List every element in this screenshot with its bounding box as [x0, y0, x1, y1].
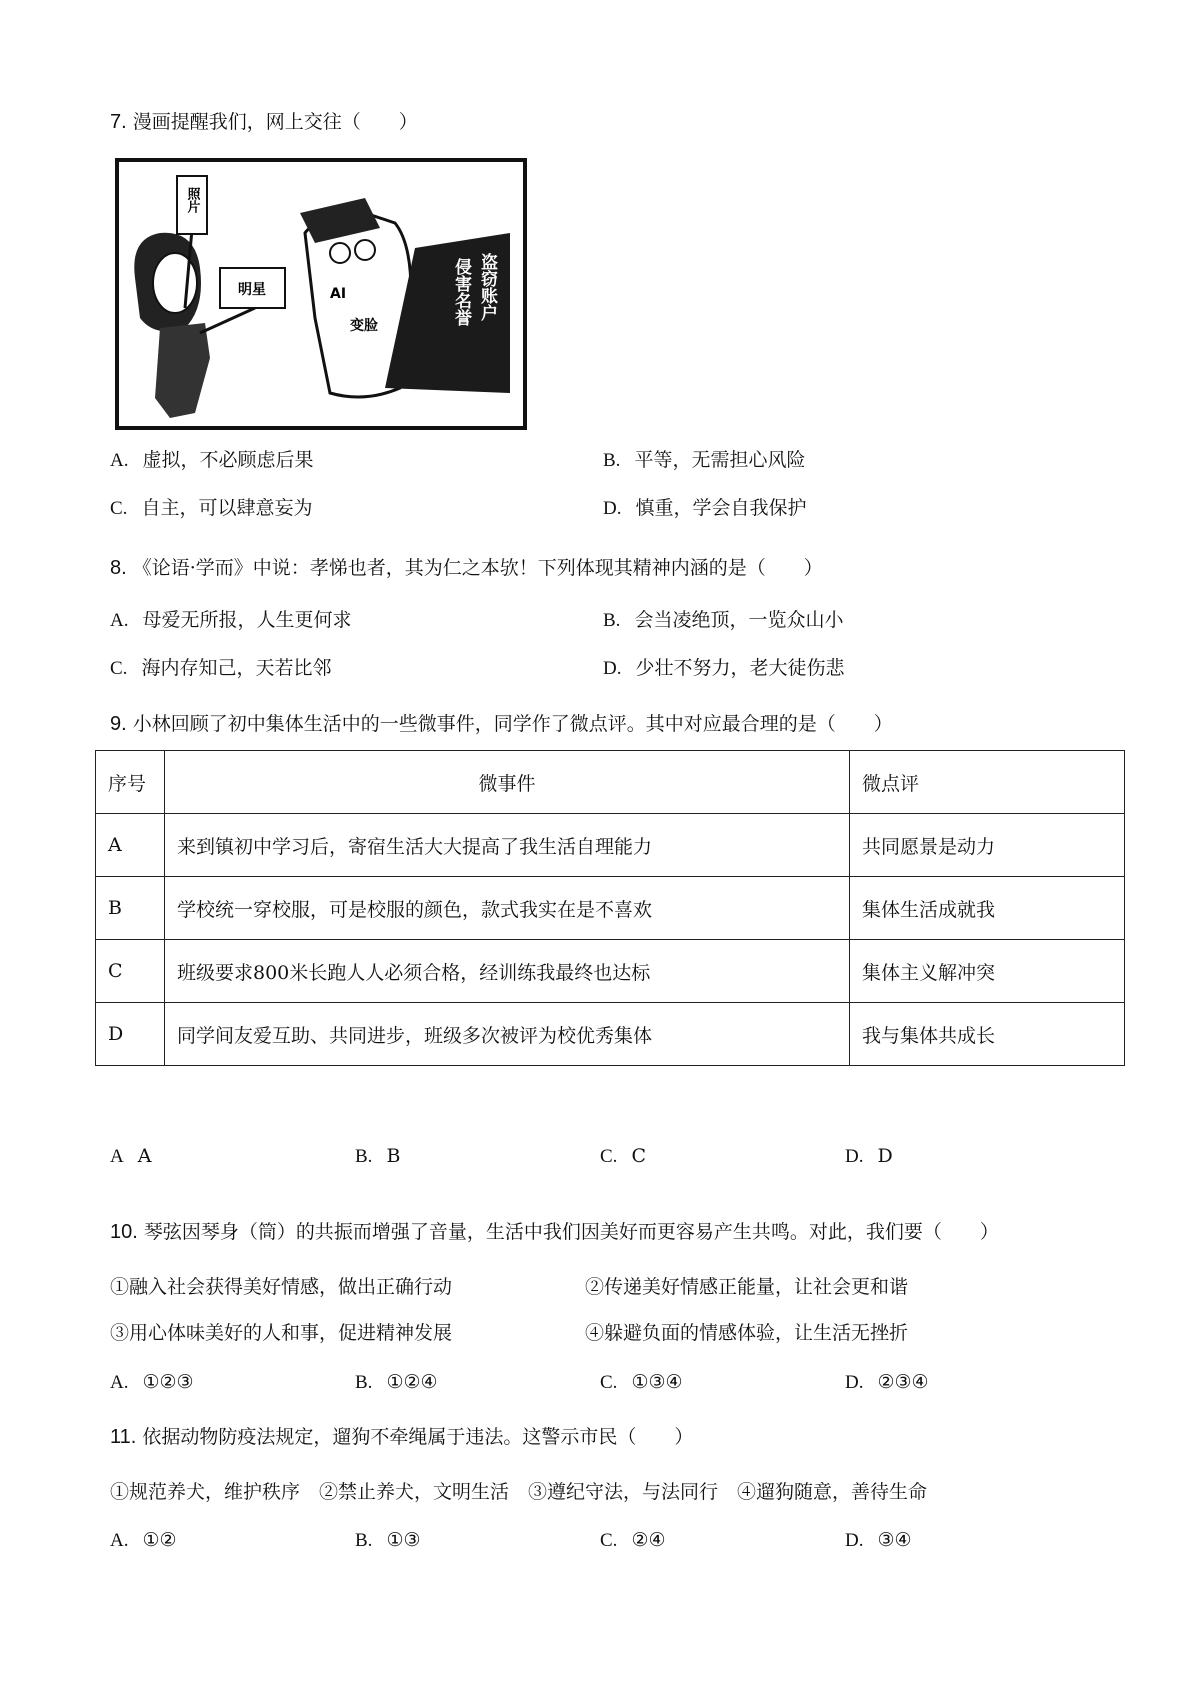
q8-option-b[interactable] — [603, 608, 843, 633]
statement-text: ④躲避负面的情感体验，让生活无挫折 — [585, 1322, 909, 1344]
option-letter: C. — [600, 1372, 618, 1393]
question-number: 11. — [110, 1426, 137, 1448]
table-row — [96, 940, 1125, 1003]
table-cell: 共同愿景是动力 — [850, 814, 1125, 877]
option-letter: B. — [355, 1530, 373, 1551]
option-letter: A. — [110, 450, 129, 471]
question-stem: 依据动物防疫法规定，遛狗不牵绳属于违法。这警示市民（ ） — [142, 1426, 694, 1448]
q10-option-c[interactable] — [600, 1370, 683, 1395]
option-text: ①② — [142, 1529, 177, 1551]
table-cell: C — [96, 940, 165, 1003]
q11-option-a[interactable] — [110, 1528, 177, 1553]
option-letter: D. — [603, 498, 622, 519]
option-letter: B. — [355, 1146, 373, 1167]
option-text: B — [386, 1145, 401, 1167]
table-cell: 来到镇初中学习后，寄宿生活大大提高了我生活自理能力 — [165, 814, 850, 877]
q11-option-b[interactable] — [355, 1528, 421, 1553]
option-text: ①③④ — [631, 1371, 683, 1393]
option-letter: C. — [110, 658, 128, 679]
option-text: ②④ — [631, 1529, 666, 1551]
face-change-text: 变脸 — [350, 318, 378, 334]
question-stem: 小林回顾了初中集体生活中的一些微事件，同学作了微点评。其中对应最合理的是（ ） — [132, 713, 893, 735]
option-letter: C. — [600, 1530, 618, 1551]
q7-option-d[interactable] — [603, 496, 807, 521]
q10-statement-3 — [110, 1321, 452, 1345]
option-letter: A. — [110, 1530, 129, 1551]
table-cell: 同学间友爱互助、共同进步，班级多次被评为校优秀集体 — [165, 1003, 850, 1066]
option-letter: B. — [603, 610, 621, 631]
q10-statement-1 — [110, 1275, 452, 1299]
q7-option-c[interactable] — [110, 496, 312, 521]
q10-option-a[interactable] — [110, 1370, 194, 1395]
table-cell: 班级要求800米长跑人人必须合格，经训练我最终也达标 — [165, 940, 850, 1003]
option-text: ①②④ — [386, 1371, 438, 1393]
option-letter: D. — [845, 1530, 864, 1551]
option-text: 海内存知己，天若比邻 — [141, 657, 332, 679]
statement-text: ②传递美好情感正能量，让社会更和谐 — [585, 1276, 909, 1298]
option-text: 慎重，学会自我保护 — [635, 497, 807, 519]
q9-option-c[interactable] — [600, 1144, 646, 1169]
option-text: D — [877, 1145, 893, 1167]
question-10 — [110, 1220, 999, 1244]
q9-option-b[interactable] — [355, 1144, 400, 1169]
option-letter: D. — [845, 1146, 864, 1167]
option-text: 少壮不努力，老大徒伤悲 — [635, 657, 845, 679]
table-row — [96, 814, 1125, 877]
option-text: ③④ — [877, 1529, 912, 1551]
question-stem: 《论语·学而》中说：孝悌也者，其为仁之本欤！下列体现其精神内涵的是（ ） — [132, 557, 823, 579]
option-text: C — [631, 1145, 646, 1167]
option-text: ②③④ — [877, 1371, 929, 1393]
option-text: A — [137, 1145, 152, 1167]
table-cell: B — [96, 877, 165, 940]
q8-option-a[interactable] — [110, 608, 352, 633]
micro-events-table — [95, 750, 1125, 1066]
q11-statements — [110, 1480, 927, 1504]
option-text: ①②③ — [142, 1371, 194, 1393]
table-cell: 集体主义解冲突 — [850, 940, 1125, 1003]
option-letter: B. — [355, 1372, 373, 1393]
question-stem: 漫画提醒我们，网上交往（ ） — [132, 111, 418, 133]
question-9 — [110, 712, 893, 736]
question-number: 8. — [110, 557, 127, 579]
q9-option-a[interactable] — [110, 1144, 151, 1169]
q7-option-b[interactable] — [603, 448, 805, 473]
question-number: 7. — [110, 111, 127, 133]
table-cell: 集体生活成就我 — [850, 877, 1125, 940]
table-cell: 我与集体共成长 — [850, 1003, 1125, 1066]
option-letter: C. — [110, 498, 128, 519]
table-row — [96, 1003, 1125, 1066]
option-letter: A — [110, 1146, 124, 1167]
box-label-steal-account: 盗窃账户 — [477, 253, 497, 321]
table-cell: 学校统一穿校服，可是校服的颜色，款式我实在是不喜欢 — [165, 877, 850, 940]
option-text: 平等，无需担心风险 — [634, 449, 806, 471]
statement-text: ③用心体味美好的人和事，促进精神发展 — [110, 1322, 453, 1344]
option-text: 母爱无所报，人生更何求 — [142, 609, 352, 631]
q8-option-c[interactable] — [110, 656, 331, 681]
table-row — [96, 877, 1125, 940]
table-cell: D — [96, 1003, 165, 1066]
table-header-cell: 序号 — [96, 751, 165, 814]
option-text: 自主，可以肆意妄为 — [141, 497, 313, 519]
statement-text: ①融入社会获得美好情感，做出正确行动 — [110, 1276, 453, 1298]
option-letter: A. — [110, 610, 129, 631]
photo-sign-text: 照片 — [184, 187, 200, 213]
box-label-infringe-reputation: 侵害名誉 — [451, 258, 471, 326]
option-letter: C. — [600, 1146, 618, 1167]
q10-statement-4 — [585, 1321, 908, 1345]
q10-statement-2 — [585, 1275, 908, 1299]
star-sign-text: 明星 — [238, 282, 266, 298]
cartoon-image — [115, 158, 527, 430]
question-number: 10. — [110, 1221, 138, 1243]
option-text: 虚拟，不必顾虑后果 — [142, 449, 314, 471]
q11-option-c[interactable] — [600, 1528, 666, 1553]
table-cell: A — [96, 814, 165, 877]
q8-option-d[interactable] — [603, 656, 845, 681]
statement-text: ①规范养犬，维护秩序 ②禁止养犬，文明生活 ③遵纪守法，与法同行 ④遛狗随意，善待生命 — [110, 1481, 928, 1503]
question-8 — [110, 556, 823, 580]
q10-option-d[interactable] — [845, 1370, 929, 1395]
table-header-cell: 微点评 — [850, 751, 1125, 814]
question-7 — [110, 110, 418, 134]
table-header-cell: 微事件 — [165, 751, 850, 814]
question-11 — [110, 1425, 693, 1449]
option-letter: D. — [845, 1372, 864, 1393]
question-stem: 琴弦因琴身（筒）的共振而增强了音量，生活中我们因美好而更容易产生共鸣。对此，我们要（ ） — [143, 1221, 999, 1243]
option-text: ①③ — [386, 1529, 421, 1551]
option-text: 会当凌绝顶，一览众山小 — [634, 609, 844, 631]
ai-text: AI — [330, 286, 347, 302]
q7-option-a[interactable] — [110, 448, 314, 473]
table-header-row — [96, 751, 1125, 814]
q11-option-d[interactable] — [845, 1528, 912, 1553]
q9-option-d[interactable] — [845, 1144, 893, 1169]
q10-option-b[interactable] — [355, 1370, 438, 1395]
option-letter: D. — [603, 658, 622, 679]
option-letter: B. — [603, 450, 621, 471]
question-number: 9. — [110, 713, 127, 735]
option-letter: A. — [110, 1372, 129, 1393]
